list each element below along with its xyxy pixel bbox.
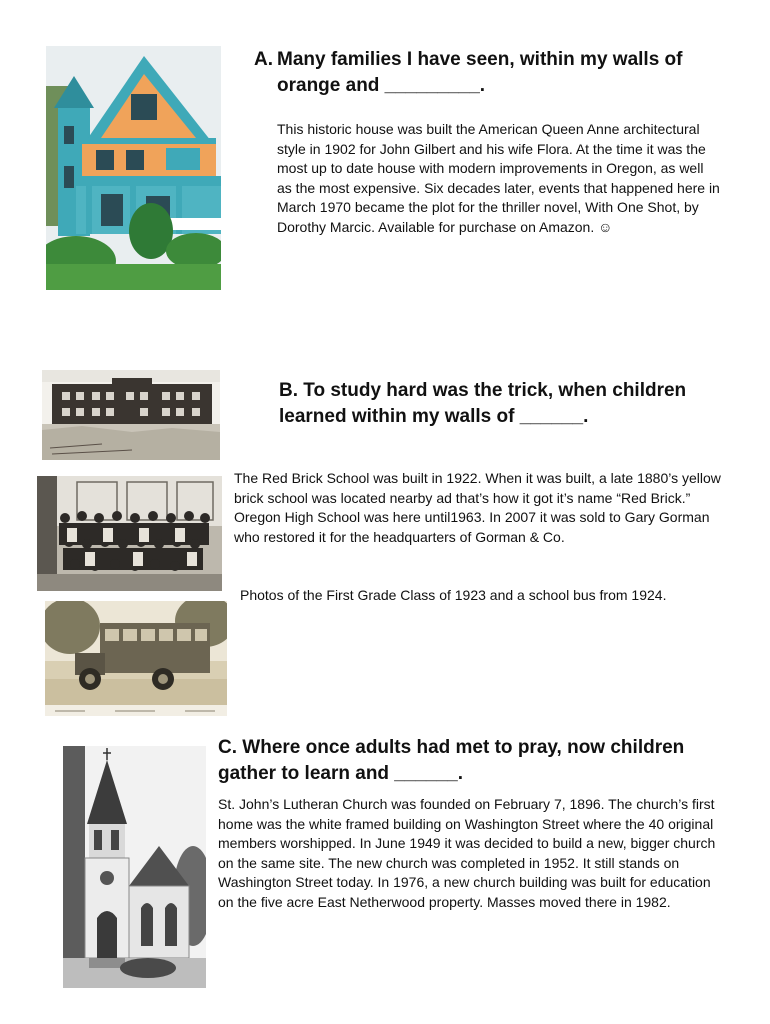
queen-anne-house-photo [46,46,221,290]
section-b-paragraph: The Red Brick School was built in 1922. When it was built, a late 1880’s yellow brick school was located nearby ad that’s how it got it’s name “Red Brick.” Oregon High School was here until1963. In 2007 it was sold to Gary Gorman who restored it for the headquarters of Gorman & Co. [234,470,721,545]
first-grade-class-photo [37,476,222,591]
section-a-letter: A. [254,49,273,70]
section-a-heading-line2: orange and _________. [277,75,486,96]
section-c-heading: C. Where once adults had met to pray, now children gather to learn and ______. [218,737,685,784]
lutheran-church-photo [63,746,206,988]
school-bus-photo [45,601,227,716]
section-a-paragraph: This historic house was built the American Queen Anne architectural style in 1902 for John Gilbert and his wife Flora. At the time it was the most up to date house with modern improvements in Oregon, as well as the most expensive. Six decades later, events that happened here in March 1970 became the plot for the thriller novel, With One Shot, by Dorothy Marcic. Available for purchase on Amazon. ☺ [277,121,720,235]
section-b-photos-caption: Photos of the First Grade Class of 1923 and a school bus from 1924. [240,587,667,603]
section-c-paragraph: St. John’s Lutheran Church was founded on February 7, 1896. The church’s first home was the white framed building on Washington Street where the 40 original members worshipped. In June 1949 it was decided to build a new, bigger church on the same site. The new church was completed in 1952. It still stands on Washington Street today. In 1976, a new church building was built for education on the five acre East Netherwood property. Masses moved there in 1982. [218,796,716,910]
red-brick-school-photo [42,370,220,460]
section-a-heading-line1: Many families I have seen, within my walls of [277,49,683,70]
section-b-heading: B. To study hard was the trick, when children learned within my walls of ______. [279,380,687,427]
